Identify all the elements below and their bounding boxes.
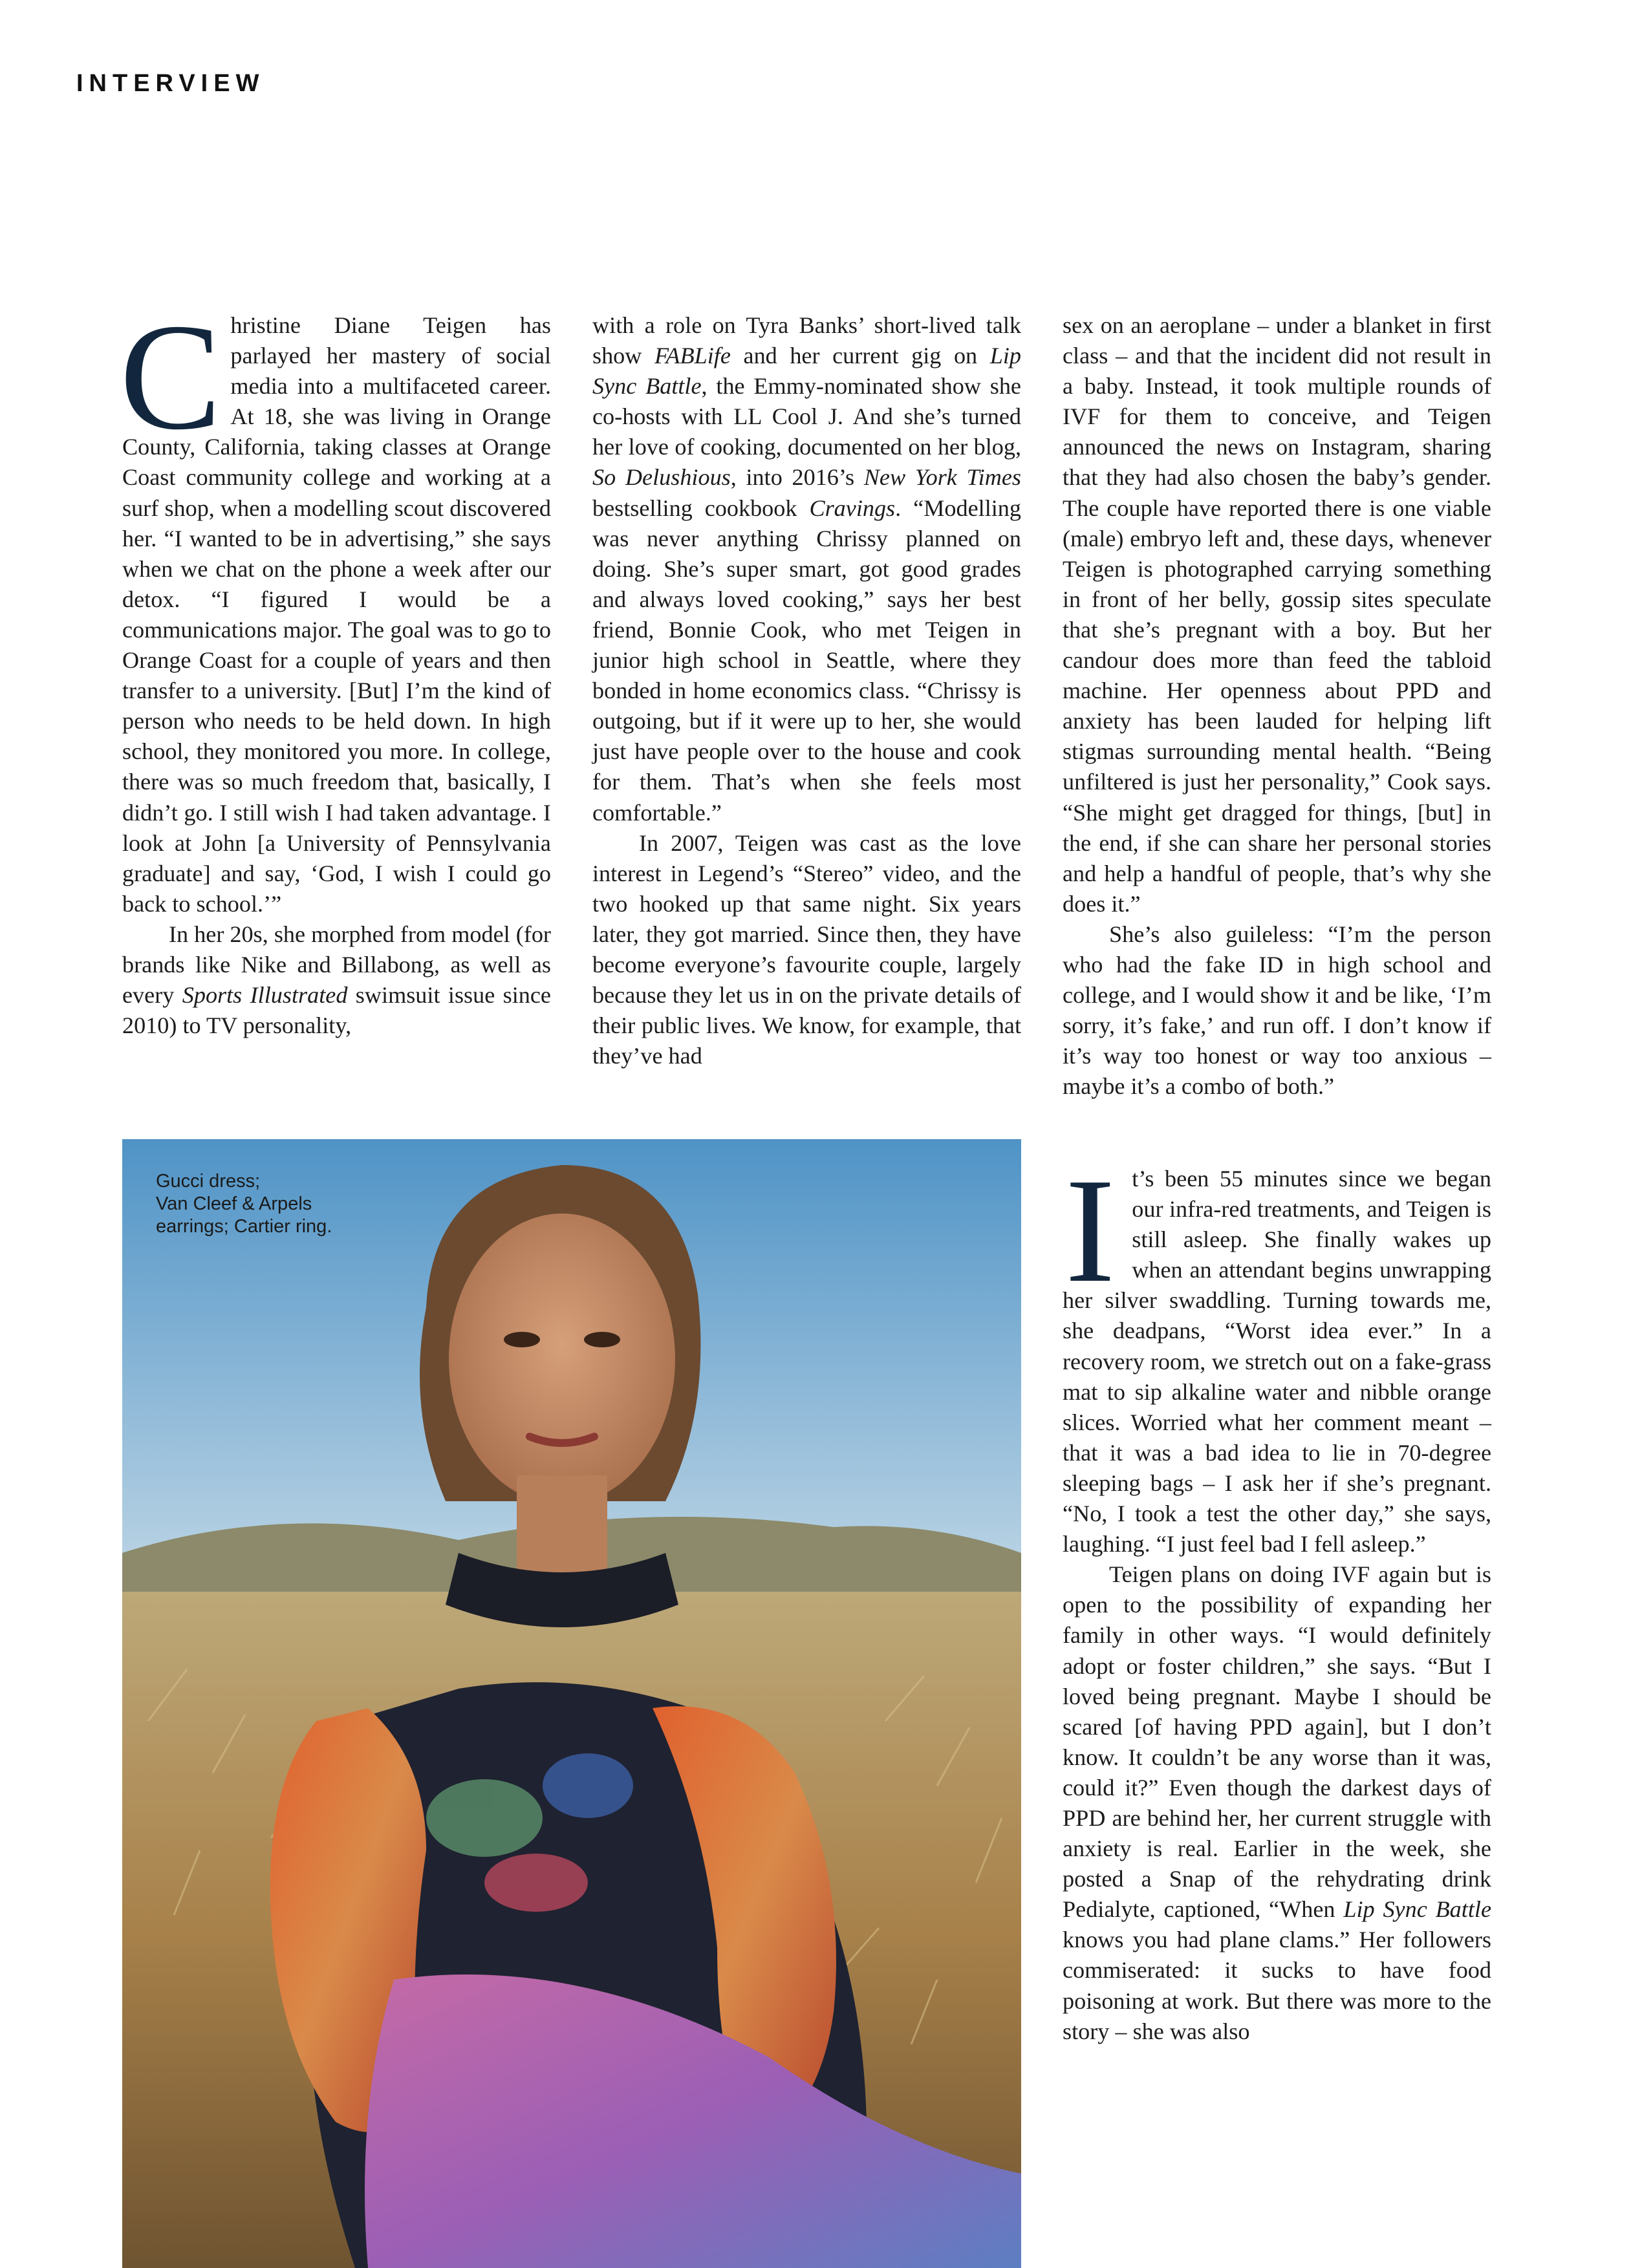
italic-title: So Delushious [592,464,731,491]
article-column-3 [1063,310,1491,1102]
italic-title: Lip Sync Battle [1343,1896,1492,1923]
paragraph-text: t’s been 55 minutes since we began our infra-red treatments, and Teigen is still asleep. She finally wakes up when an attendant begins unwrapping her silver swaddling. Turning towards me, she deadpans, “Worst idea ever.” In a recovery room, we stretch out on a fake-grass mat to sip alkaline water and nibble orange slices. Worried what her comment meant – that it was a bad idea to lie in 70-degree sleeping bags – I ask her if she’s pregnant. “No, I took a test the other day,” she says, laughing. “I just feel bad I fell asleep.” [1063,1166,1491,1557]
photo-illustration [122,1139,1021,2268]
portrait-photo [122,1139,1021,2268]
text-run: bestselling cookbook [592,495,810,521]
section-label: INTERVIEW [76,70,265,97]
photo-caption [156,1170,427,1238]
article-column-1 [120,293,551,1041]
italic-title: Lip Sync Battle [592,343,1021,400]
caption-line: earrings; Cartier ring. [156,1216,332,1237]
paragraph: sex on an aeroplane – under a blanket in first class – and that the incident did not result in a baby. Instead, it took multiple rounds of IVF for them to conceive, and Teigen announced the news on Instagram, sharing that they had also chosen the baby’s gender. The couple have reported there is one viable (male) embryo left and, these days, whenever Teigen is photographed carrying something in front of her belly, gossip sites speculate that she’s pregnant with a boy. But her candour does more than feed the tabloid machine. Her openness about PPD and anxiety has been lauded for helping lift stigmas surrounding mental health. “Being unfiltered is just her personality,” Cook says. “She might get dragged for things, [but] in the end, if she can share her personal stories and help a handful of people, that’s why she does it.” [1063,312,1491,917]
article-column-3-section-2 [1063,1148,1492,2047]
caption-line: Van Cleef & Arpels [156,1193,312,1214]
italic-title: Sports Illustrated [182,982,348,1009]
italic-title: FABLife [654,343,731,369]
paragraph: She’s also guileless: “I’m the person who had the fake ID in high school and college, and I would show it and be like, ‘I’m sorry, it’s fake,’ and run off. I don’t know if it’s way too honest or way too anxious – maybe it’s a combo of both.” [1063,921,1491,1100]
text-run: . “Modelling was never anything Chrissy planned on doing. She’s super smart, got good grades and always loved cooking,” says her best friend, Bonnie Cook, who met Teigen in junior high school in Seattle, where they bonded in home economics class. “Chrissy is outgoing, but if it were up to her, she would just have people over to the house and cook for them. That’s when she feels most comfortable.” [592,495,1021,826]
italic-title: New York Times [863,464,1022,491]
drop-cap: C [120,293,222,462]
text-run: , into 2016’s [730,464,864,491]
paragraph: In 2007, Teigen was cast as the love interest in Legend’s “Stereo” video, and the two hooked up that same night. Six years later, they got married. Since then, they have become everyone’s favourite couple, largely because they let us in on the private details of their public lives. We know, for example, that they’ve had [592,829,1021,1069]
text-run: swimsuit issue since 2010) to TV personality, [122,982,551,1039]
paragraph-text: hristine Diane Teigen has parlayed her mastery of social media into a multifaceted career. At 18, she was living in Orange County, California, taking classes at Orange Coast community college and working at a surf shop, when a modelling scout discovered her. “I wanted to be in advertising,” she says when we chat on the phone a week after our detox. “I figured I would be a communications major. The goal was to go to Orange Coast for a couple of years and then transfer to a university. [But] I’m the kind of person who needs to be held down. In high school, they monitored you more. In college, there was so much freedom that, basically, I didn’t go. I still wish I had taken advantage. I look at John [a University of Pennsylvania graduate] and say, ‘God, I wish I could go back to school.’” [122,312,551,917]
text-run: In her 20s, she morphed from model (for brands like Nike and Billabong, as well as every [122,921,551,1009]
text-run: and her current gig on [730,343,990,369]
italic-title: Cravings [809,495,896,521]
paragraph [120,293,551,919]
paragraph [592,310,1021,828]
text-run: Teigen plans on doing IVF again but is open to the possibility of expanding her family in other ways. “I would definitely adopt or foster children,” she says. “But I loved being pregnant. Maybe I should be scared [of having PPD again], but I don’t know. It couldn’t be any worse than it was, could it?” Even though the darkest days of PPD are behind her, her current struggle with anxiety is real. Earlier in the week, she posted a Snap of the rehydrating drink Pedialyte, captioned, “When [1063,1561,1491,1923]
caption-line: Gucci dress; [156,1171,261,1192]
text-run: , the Emmy-nominated show she co-hosts with LL Cool J. And she’s turned her love of cooking, documented on her blog, [592,373,1021,460]
drop-cap: I [1065,1148,1116,1314]
paragraph [122,919,551,1041]
paragraph [1063,1559,1491,2047]
text-run: knows you had plane clams.” Her followers commiserated: it sucks to have food poisoning at work. But there was more to the story – she was also [1063,1927,1491,2044]
article-column-2 [592,310,1021,1071]
text-run: with a role on Tyra Banks’ short-lived talk show [592,312,1021,369]
paragraph [1063,1148,1491,1559]
